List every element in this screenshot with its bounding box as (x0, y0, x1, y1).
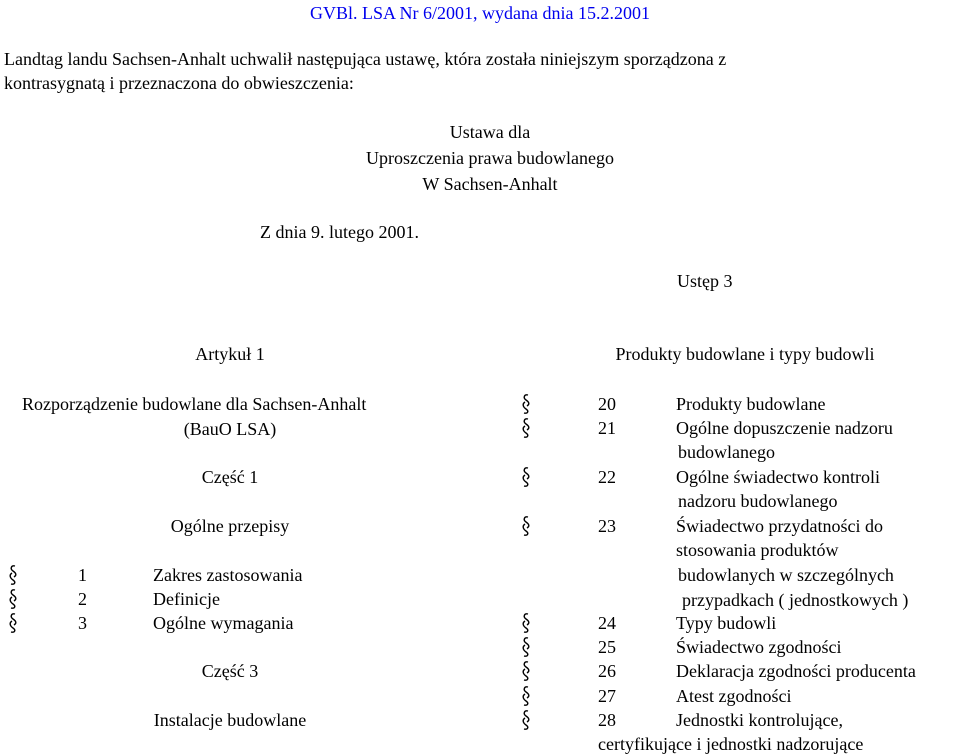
item-25-number: 25 (598, 637, 616, 657)
law-title-line-1: Ustawa dla (449, 122, 531, 142)
item-1-number: 1 (78, 565, 87, 585)
item-22-label-line-2: nadzoru budowlanego (678, 491, 838, 511)
item-23-label-line-4: przypadkach ( jednostkowych ) (682, 590, 909, 610)
products-heading: Produkty budowlane i typy budowli (615, 344, 875, 364)
intro-line-1: Landtag landu Sachsen-Anhalt uchwalił następująca ustawę, która została niniejszym sporządzona z (4, 49, 727, 69)
section-sign-icon (521, 465, 531, 489)
law-date: Z dnia 9. lutego 2001. (260, 222, 419, 242)
regulation-line-1: Rozporządzenie budowlane dla Sachsen-Anhalt (22, 394, 367, 414)
section-sign-icon (521, 708, 531, 732)
section-sign-icon (521, 684, 531, 708)
item-23-number: 23 (598, 516, 616, 536)
law-title-line-2: Uproszczenia prawa budowlanego (366, 148, 614, 168)
part-1-title: Część 1 (201, 467, 259, 487)
section-sign-icon (521, 659, 531, 683)
item-3-number: 3 (78, 613, 87, 633)
item-20-number: 20 (598, 394, 616, 414)
item-27-label: Atest zgodności (676, 686, 792, 706)
item-25-label: Świadectwo zgodności (676, 637, 842, 657)
item-26-label: Deklaracja zgodności producenta (676, 661, 916, 681)
installations-title: Instalacje budowlane (153, 710, 307, 730)
section-sign-icon (8, 611, 18, 635)
item-21-label-line-2: budowlanego (678, 442, 775, 462)
item-27-number: 27 (598, 686, 616, 706)
section-sign-icon (521, 392, 531, 416)
item-3-label: Ogólne wymagania (153, 613, 294, 633)
article-title: Artykuł 1 (195, 344, 265, 364)
section-sign-icon (521, 514, 531, 538)
item-23-label-line-1: Świadectwo przydatności do (676, 516, 883, 536)
item-23-label-line-3: budowlanych w szczególnych (678, 565, 894, 585)
item-20-label: Produkty budowlane (676, 394, 826, 414)
section-sign-icon (521, 416, 531, 440)
item-2-label: Definicje (153, 589, 220, 609)
item-1-label: Zakres zastosowania (153, 565, 303, 585)
item-23-label-line-2: stosowania produktów (676, 540, 839, 560)
item-21-number: 21 (598, 418, 616, 438)
section-sign-icon (521, 611, 531, 635)
section-sign-icon (8, 587, 18, 611)
item-28-label-line-1: Jednostki kontrolujące, (676, 710, 843, 730)
section-title: Ustęp 3 (677, 271, 733, 291)
item-28-number: 28 (598, 710, 616, 730)
item-24-label: Typy budowli (676, 613, 777, 633)
general-provisions-title: Ogólne przepisy (170, 516, 290, 536)
document-header: GVBl. LSA Nr 6/2001, wydana dnia 15.2.2001 (310, 3, 650, 23)
section-sign-icon (521, 635, 531, 659)
item-26-number: 26 (598, 661, 616, 681)
item-28-label-line-2: certyfikujące i jednostki nadzorujące (598, 734, 864, 754)
law-title-line-3: W Sachsen-Anhalt (422, 174, 558, 194)
regulation-line-2: (BauO LSA) (183, 419, 277, 439)
intro-line-2: kontrasygnatą i przeznaczona do obwieszczenia: (4, 73, 354, 93)
item-22-label-line-1: Ogólne świadectwo kontroli (676, 467, 880, 487)
item-24-number: 24 (598, 613, 616, 633)
part-3-title: Część 3 (201, 661, 259, 681)
item-21-label-line-1: Ogólne dopuszczenie nadzoru (676, 418, 893, 438)
item-22-number: 22 (598, 467, 616, 487)
section-sign-icon (8, 563, 18, 587)
item-2-number: 2 (78, 589, 87, 609)
